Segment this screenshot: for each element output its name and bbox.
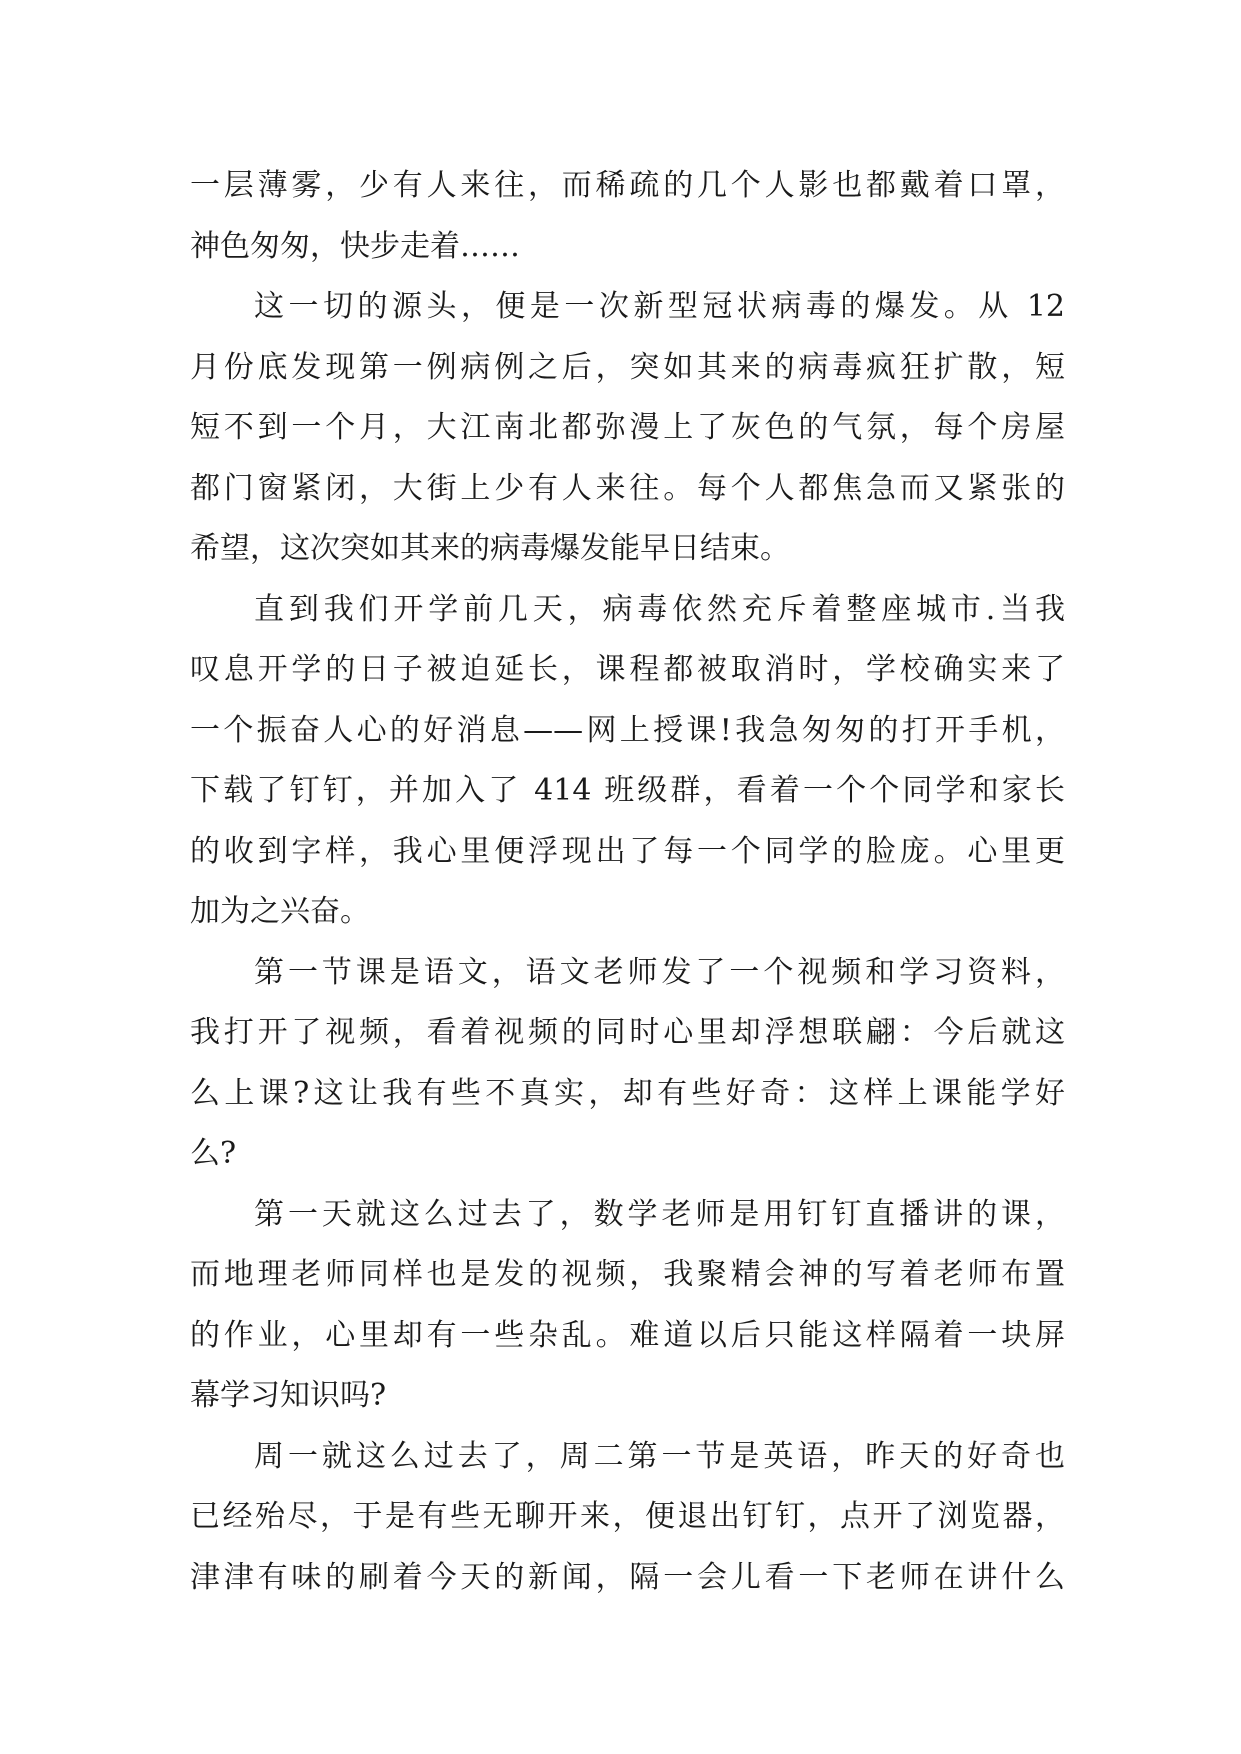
paragraph-1 [190,162,1065,283]
text-line: 直到我们开学前几天，病毒依然充斥着整座城市.当我 [254,591,1065,627]
text-line: 的作业，心里却有一些杂乱。难道以后只能这样隔着一块屏 [190,1317,1065,1353]
text-line: 一个振奋人心的好消息——网上授课!我急匆匆的打开手机， [190,712,1065,748]
text-line: 这一切的源头，便是一次新型冠状病毒的爆发。从 12 [254,289,1065,324]
text-line: 么上课?这让我有些不真实，却有些好奇：这样上课能学好 [190,1075,1065,1111]
text-line: 我打开了视频，看着视频的同时心里却浮想联翩：今后就这 [190,1015,1065,1050]
text-line: 津津有味的刷着今天的新闻，隔一会儿看一下老师在讲什么 [190,1559,1065,1595]
text-line: 都门窗紧闭，大街上少有人来往。每个人都焦急而又紧张的 [190,470,1065,506]
text-line: 下载了钉钉，并加入了 414 班级群，看着一个个同学和家长 [190,773,1065,808]
text-line: 月份底发现第一例病例之后，突如其来的病毒疯狂扩散，短 [190,349,1065,385]
text-line: 已经殆尽，于是有些无聊开来，便退出钉钉，点开了浏览器， [190,1499,1065,1534]
text-line: 神色匆匆，快步走着…… [190,228,520,264]
document-body [190,162,1065,1614]
paragraph-4 [190,949,1065,1191]
paragraph-5 [190,1191,1065,1433]
text-line: 加为之兴奋。 [190,894,370,929]
text-line: 么? [190,1136,237,1171]
text-line: 周一就这么过去了，周二第一节是英语，昨天的好奇也 [254,1438,1065,1474]
text-line: 希望，这次突如其来的病毒爆发能早日结束。 [190,531,790,566]
text-line: 叹息开学的日子被迫延长，课程都被取消时，学校确实来了 [190,652,1065,687]
text-line: 一层薄雾，少有人来往，而稀疏的几个人影也都戴着口罩， [190,168,1065,203]
text-line: 而地理老师同样也是发的视频，我聚精会神的写着老师布置 [190,1257,1065,1292]
paragraph-3 [190,586,1065,949]
paragraph-2 [190,283,1065,586]
text-line: 短不到一个月，大江南北都弥漫上了灰色的气氛，每个房屋 [190,410,1065,445]
paragraph-6 [190,1433,1065,1615]
text-line: 第一节课是语文，语文老师发了一个视频和学习资料， [254,954,1065,990]
text-line: 第一天就这么过去了，数学老师是用钉钉直播讲的课， [254,1196,1065,1232]
text-line: 幕学习知识吗? [190,1378,387,1413]
text-line: 的收到字样，我心里便浮现出了每一个同学的脸庞。心里更 [190,833,1065,869]
